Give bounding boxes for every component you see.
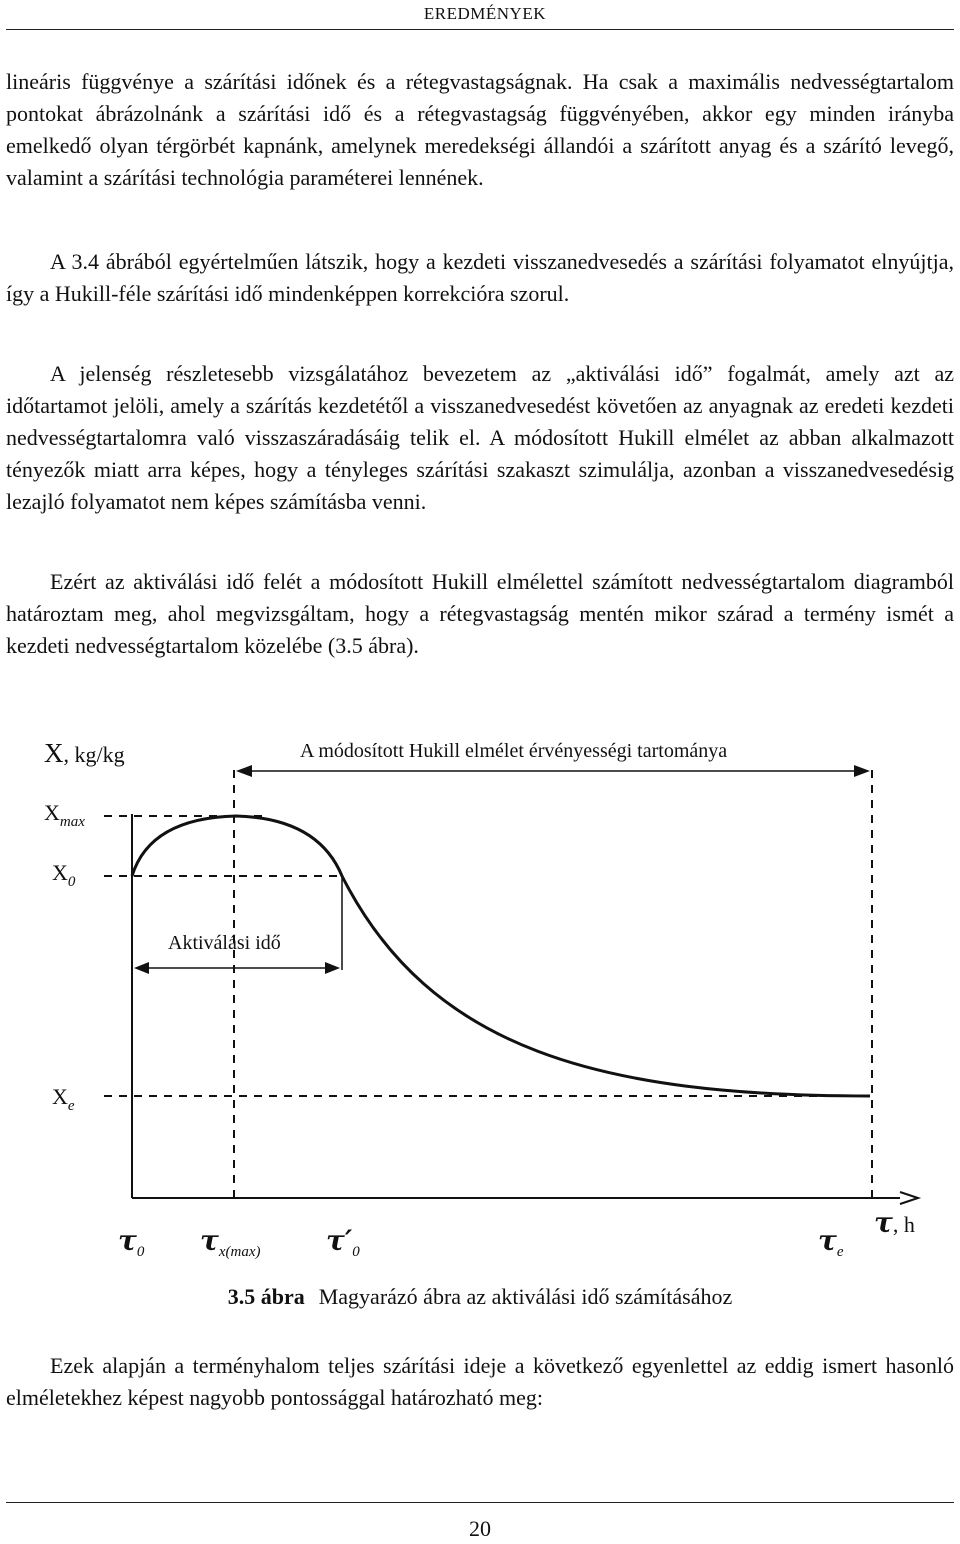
figure-diagram [0, 720, 960, 1240]
paragraph-text: Ezért az aktiválási idő felét a módosított Hukill elmélettel számított nedvességtartalom diagramból határoztam meg, ahol megvizsgáltam, hogy a rétegvastagság mentén mikor szárad a termény ismét a kezdeti nedvességtartalom közelébe (3.5 ábra). [6, 569, 954, 658]
tau0-prime-mark: ′ [344, 1224, 353, 1257]
validity-arrowhead-left [236, 765, 252, 777]
x0-letter: X [52, 860, 68, 885]
paragraph-3 [6, 358, 954, 518]
y-axis-unit: , kg/kg [63, 742, 125, 767]
activation-arrowhead-left [134, 962, 149, 974]
tau0-prime-letter: τ [326, 1224, 345, 1257]
taue-letter: τ [818, 1224, 837, 1257]
header-title: EREDMÉNYEK [423, 4, 546, 23]
paragraph-4 [6, 566, 954, 662]
header-rule [6, 29, 954, 30]
tick-tau0 [118, 1224, 145, 1260]
paragraph-text: A jelenség részletesebb vizsgálatához bevezetem az „aktiválási idő” fogalmát, amely azt az időtartamot jelöli, amely a szárítás kezdetétől a visszanedvesedést követően az anyagnak az eredeti kezdeti nedvességtartalomra való visszaszáradásáig telik el. A módosított Hukill elmélet az abban alkalmazott tényezők miatt arra képes, hogy a tényleges szárítási szakaszt szimulálja, azonban a visszanedvesedésig lezajló folyamatot nem képes számításba venni. [6, 361, 954, 514]
label-xe [52, 1084, 75, 1114]
tick-tau0-prime [326, 1224, 360, 1260]
tau0-subscript: 0 [136, 1244, 145, 1260]
x-axis-unit: , h [892, 1212, 915, 1237]
paragraph-1 [6, 66, 954, 194]
paragraph-text: A 3.4 ábrából egyértelműen látszik, hogy a kezdeti visszanedvesedés a szárítási folyamatot elnyújtja, így a Hukill-féle szárítási idő mindenképpen korrekcióra szorul. [6, 249, 954, 306]
label-xmax [44, 800, 85, 830]
y-axis-label [44, 738, 125, 769]
caption-text: Magyarázó ábra az aktiválási idő számításához [318, 1284, 733, 1309]
drying-curve [132, 816, 870, 1096]
paragraph-text: lineáris függvénye a szárítási időnek és a rétegvastagságnak. Ha csak a maximális nedvességtartalom pontokat ábrázolnánk a szárítási idő és a rétegvastagság függvényében, akkor egy minden irányba emelkedő olyan térgörbét kapnánk, amelynek meredekségi állandói a szárított anyag és a szárító levegő, valamint a szárítási technológia paraméterei lennének. [6, 69, 954, 190]
page-number: 20 [469, 1516, 491, 1541]
activation-arrowhead-right [325, 962, 340, 974]
activation-label: Aktiválási idő [168, 932, 281, 954]
tick-tau-xmax [200, 1224, 261, 1260]
xe-subscript: e [67, 1098, 75, 1114]
x-axis-arrowhead [900, 1192, 918, 1204]
tau0-prime-subscript: 0 [352, 1244, 360, 1260]
paragraph-5 [6, 1350, 954, 1414]
tau0-letter: τ [118, 1224, 137, 1257]
validity-arrowhead-right [854, 765, 870, 777]
running-header [0, 0, 960, 32]
footer-rule [6, 1502, 954, 1503]
taue-subscript: e [836, 1244, 844, 1260]
figure-3-5 [0, 720, 960, 1260]
label-x0 [52, 860, 76, 890]
y-axis-letter: X [44, 738, 64, 768]
tau-xmax-letter: τ [200, 1224, 219, 1257]
x0-subscript: 0 [67, 874, 76, 890]
figure-caption [0, 1284, 960, 1310]
tick-taue [818, 1224, 844, 1260]
xmax-letter: X [44, 800, 60, 825]
caption-number: 3.5 ábra [227, 1284, 305, 1309]
validity-range-label: A módosított Hukill elmélet érvényességi tartománya [300, 740, 728, 762]
xe-letter: X [52, 1084, 68, 1109]
paragraph-text: Ezek alapján a terményhalom teljes szárítási ideje a következő egyenlettel az eddig ismert hasonló elméletekhez képest nagyobb pontossággal határozható meg: [6, 1353, 954, 1410]
tau-xmax-subscript: x(max) [218, 1244, 261, 1260]
x-axis-letter: τ [874, 1206, 893, 1239]
paragraph-2 [6, 246, 954, 310]
x-axis-label [874, 1206, 915, 1239]
xmax-subscript: max [59, 814, 85, 830]
